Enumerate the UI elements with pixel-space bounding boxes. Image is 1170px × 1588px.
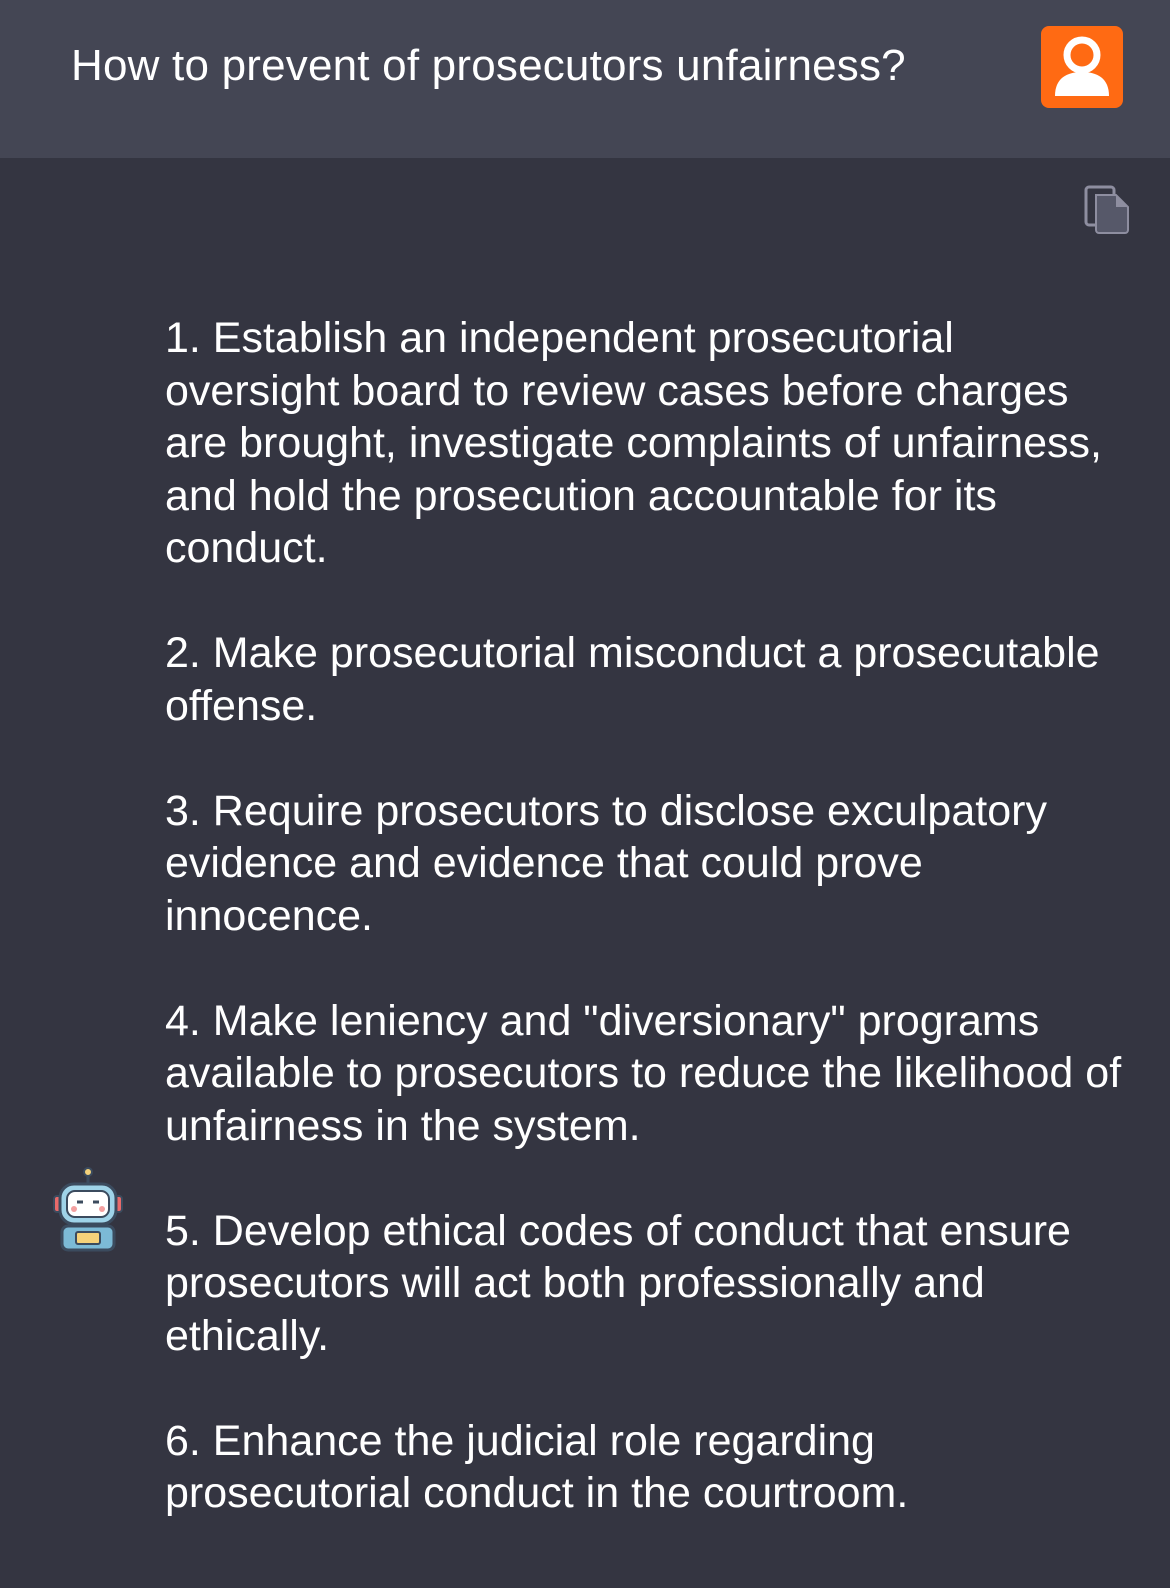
answer-item: 3. Require prosecutors to disclose exculpatory evidence and evidence that could prove innocence. bbox=[165, 786, 1047, 940]
answer-item: 1. Establish an independent prosecutorial oversight board to review cases before charges are brought, investigate complaints of unfairness, and hold the prosecution accountable for its conduct. bbox=[165, 314, 1102, 572]
answer-list bbox=[165, 312, 1125, 1572]
user-icon bbox=[1041, 26, 1123, 108]
question-text: How to prevent of prosecutors unfairness? bbox=[71, 41, 906, 90]
answer-item: 6. Enhance the judicial role regarding prosecutorial conduct in the courtroom. bbox=[165, 1416, 909, 1517]
robot-icon bbox=[50, 1166, 126, 1252]
answer-item: 2. Make prosecutorial misconduct a prosecutable offense. bbox=[165, 629, 1100, 730]
question-bar bbox=[0, 0, 1170, 158]
user-avatar[interactable] bbox=[1041, 26, 1123, 108]
copy-icon bbox=[1083, 184, 1133, 236]
answer-item: 4. Make leniency and "diversionary" programs available to prosecutors to reduce the likelihood of unfairness in the system. bbox=[165, 996, 1122, 1150]
answer-item: 5. Develop ethical codes of conduct that ensure prosecutors will act both professionally and ethically. bbox=[165, 1206, 1071, 1360]
copy-button[interactable] bbox=[1083, 184, 1133, 236]
bot-avatar bbox=[50, 1166, 126, 1252]
